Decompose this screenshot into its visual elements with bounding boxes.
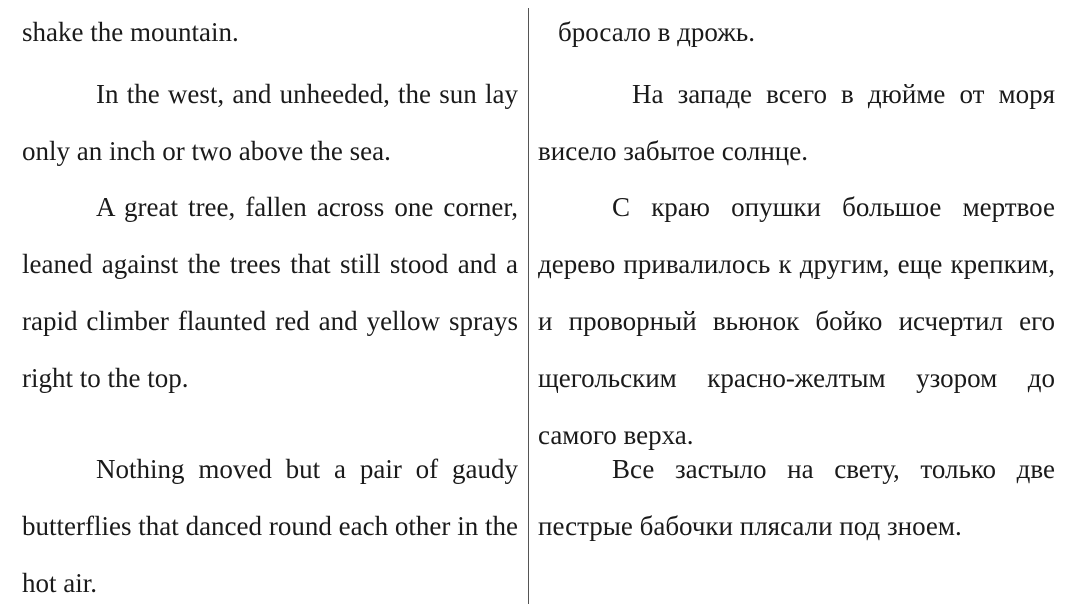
column-divider [528, 8, 529, 604]
russian-paragraph-1: бросало в дрожь. [558, 17, 755, 47]
russian-paragraph-4: Все застыло на свету, только две пестрые бабочки плясали под зноем. [538, 454, 1055, 541]
english-paragraph-4: Nothing moved but a pair of gaudy butterflies that danced round each other in the hot air. [22, 454, 518, 598]
english-paragraph-1: shake the mountain. [22, 17, 239, 47]
russian-paragraph-2: На западе всего в дюйме от моря висело забытое солнце. [538, 79, 1055, 166]
english-paragraph-2: In the west, and unheeded, the sun lay only an inch or two above the sea. [22, 79, 518, 166]
russian-paragraph-3: С краю опушки большое мертвое дерево привалилось к другим, еще крепким, и проворный вьюнок бойко исчертил его щегольским красно-желтым узором до самого верха. [538, 192, 1055, 450]
english-paragraph-3: A great tree, fallen across one corner, leaned against the trees that still stood and a rapid climber flaunted red and yellow sprays right to the top. [22, 192, 518, 393]
